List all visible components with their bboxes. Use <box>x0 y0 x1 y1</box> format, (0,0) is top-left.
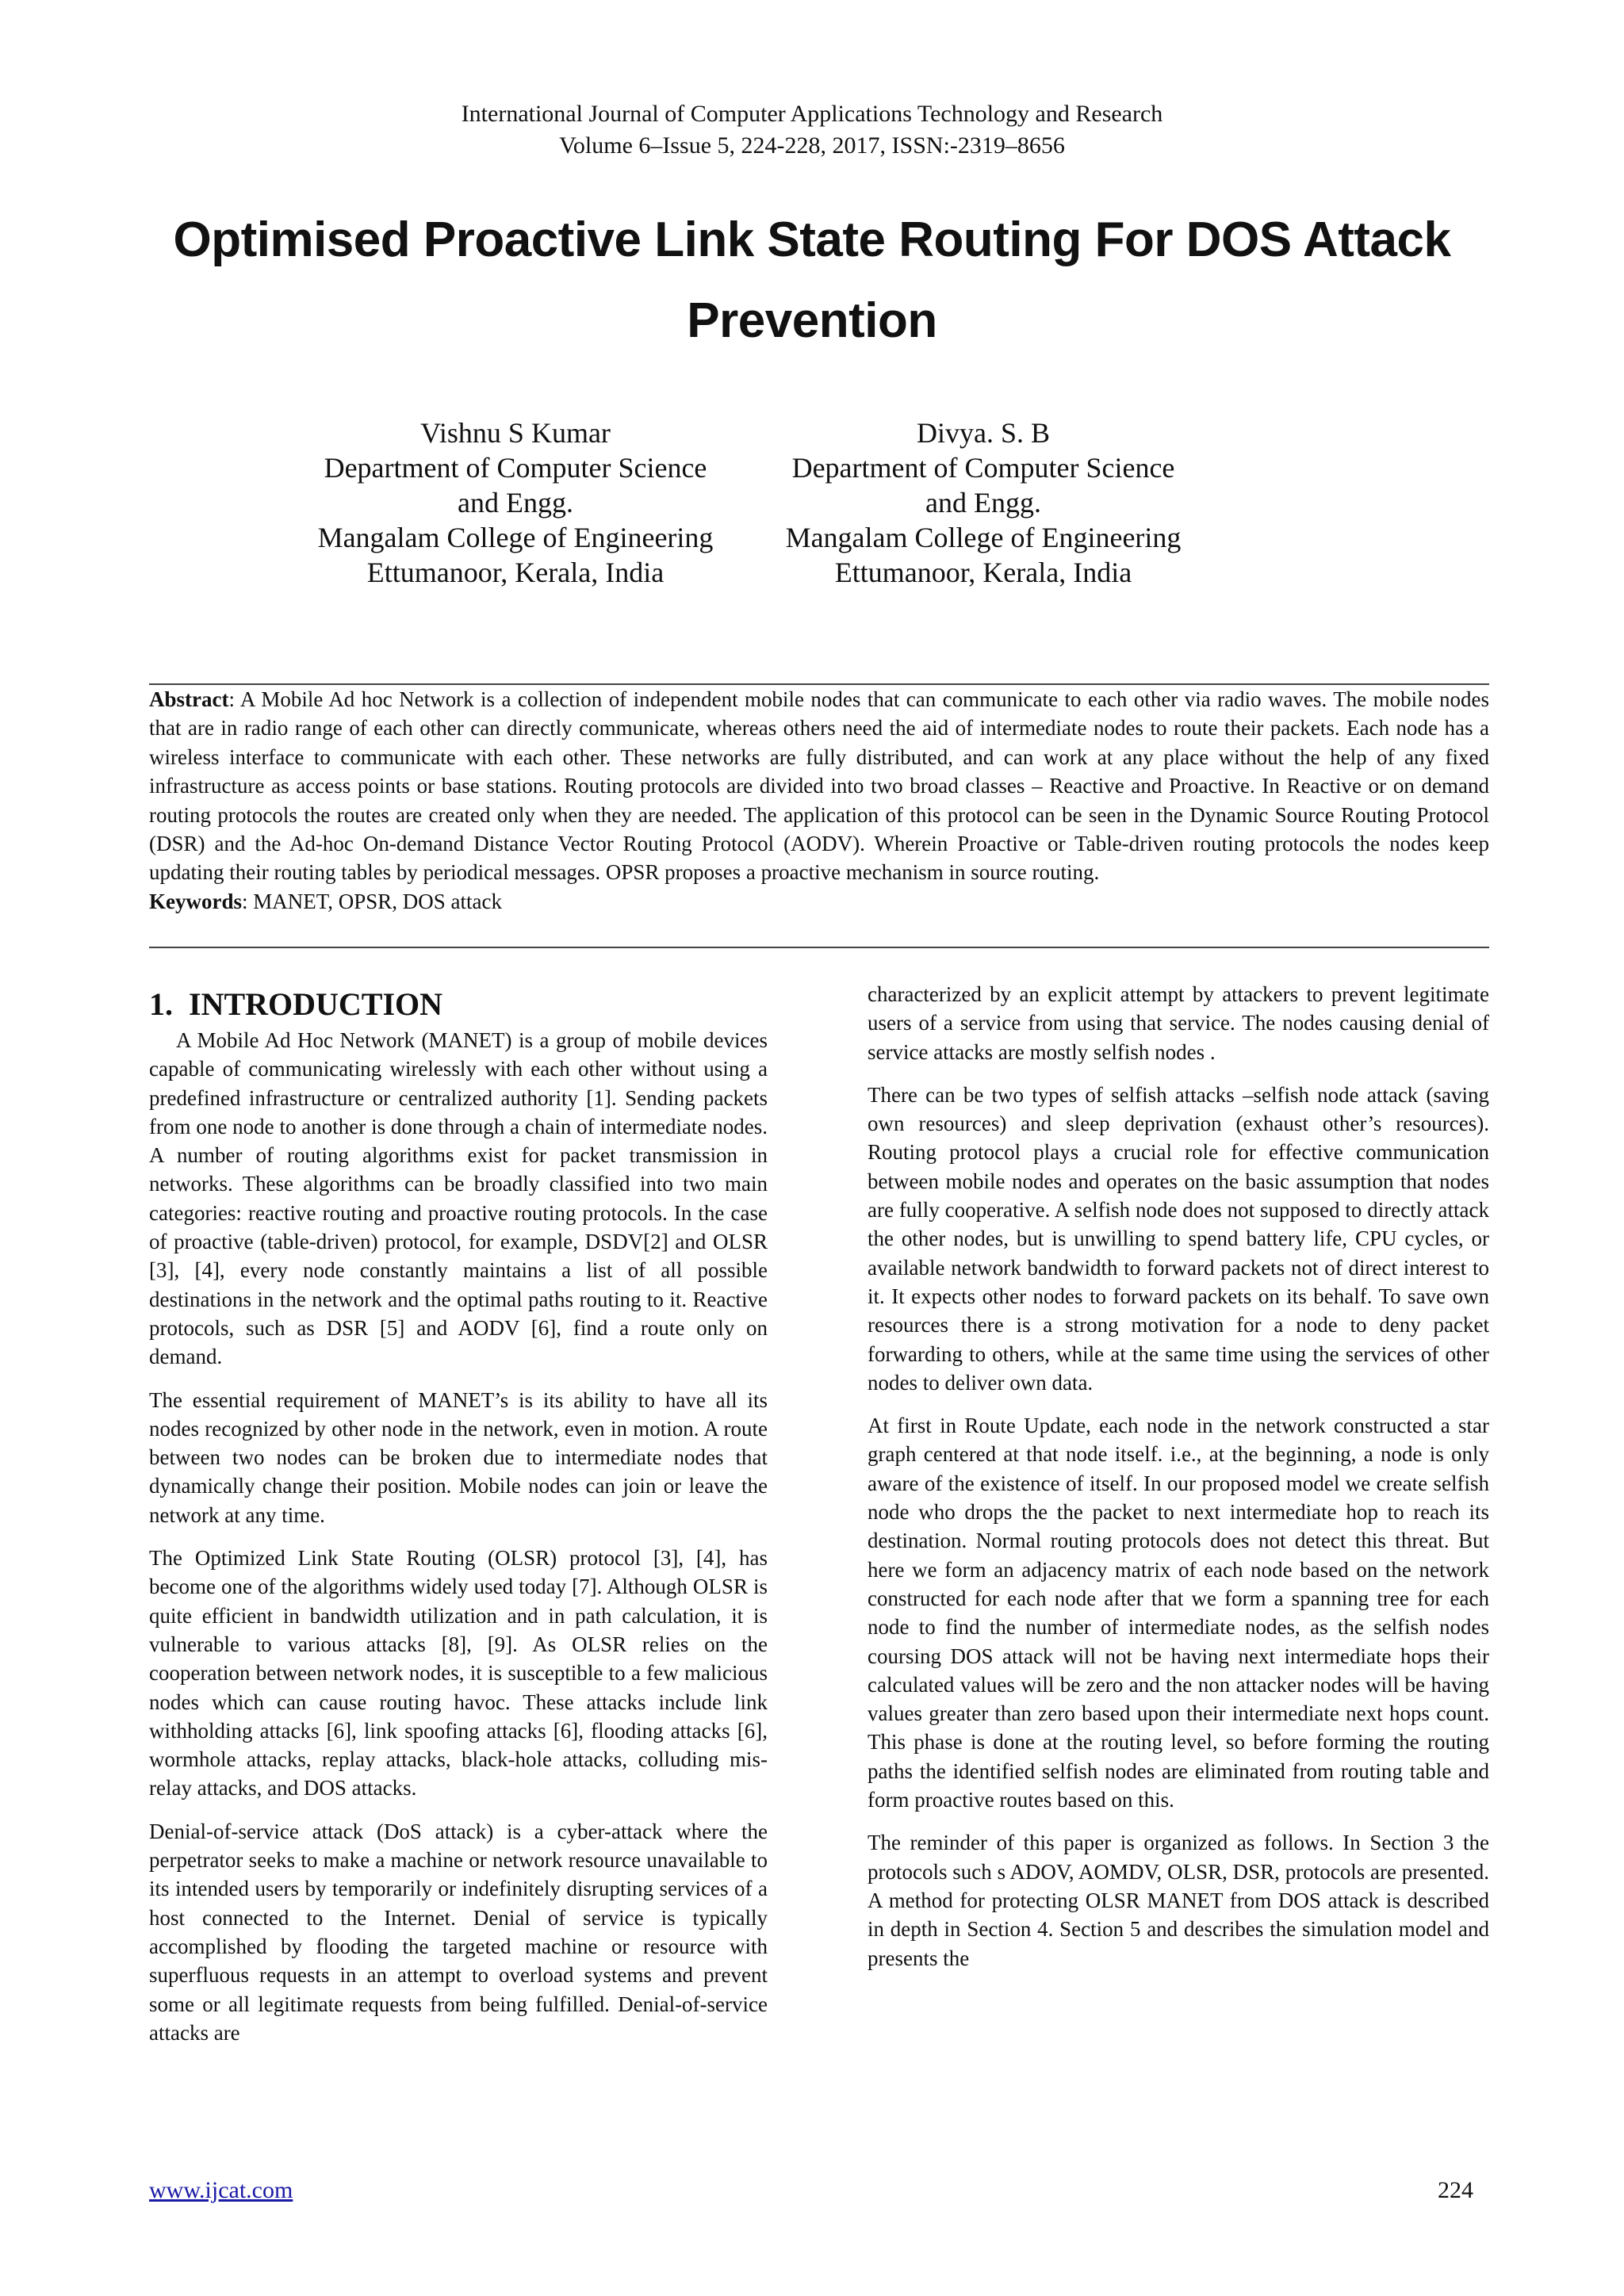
journal-volume: Volume 6–Issue 5, 224-228, 2017, ISSN:-2319–8656 <box>559 132 1065 159</box>
section-title: INTRODUCTION <box>189 986 443 1022</box>
paper-title: Optimised Proactive Link State Routing For DOS Attack Prevention <box>173 212 1451 348</box>
paragraph: At first in Route Update, each node in the network constructed a star graph centered at that node itself. i.e., at the beginning, a node is only aware of the existence of itself. In our proposed model we create selfish node who drops the the packet to next intermediate hop to reach its destination. Normal routing protocols does not detect this threat. But here we form an adjacency matrix of each node based on the network constructed for each node after that we form a spanning tree for each node to find the number of intermediate nodes, as the selfish nodes coursing DOS attack will not be having next intermediate hops their calculated values will be zero and the non attacker nodes will be having values greater than zero based upon their intermediate next hops count. This phase is done at the routing level, so before forming the routing paths the identified selfish nodes are eliminated from routing table and form proactive routes based on this. <box>868 1414 1489 1812</box>
paragraph: characterized by an explicit attempt by attackers to prevent legitimate users of a service from using that service. The nodes causing denial of service attacks are mostly selfish nodes . <box>868 982 1489 1064</box>
author-college: Mangalam College of Engineering <box>785 522 1182 553</box>
abstract-block <box>149 685 1489 916</box>
author-block-2 <box>761 415 1205 590</box>
author-location: Ettumanoor, Kerala, India <box>834 557 1132 588</box>
author-department: Department of Computer Science <box>791 452 1175 484</box>
author-block-1 <box>293 415 737 590</box>
paragraph: Denial-of-service attack (DoS attack) is a cyber-attack where the perpetrator seeks to make a machine or network resource unavailable to its intended users by temporarily or indefinitely disrupting services of a host connected to the Internet. Denial of service is typically accomplished by flooding the targeted machine or resource with superfluous requests in an attempt to overload systems and prevent some or all legitimate requests from being fulfilled. Denial-of-service attacks are <box>149 1819 768 2045</box>
paragraph: The reminder of this paper is organized as follows. In Section 3 the protocols such s ADOV, AOMDV, OLSR, DSR, protocols are presented. A method for protecting OLSR MANET from DOS attack is described in depth in Section 4. Section 5 and describes the simulation model and presents the <box>868 1831 1489 1970</box>
abstract-bottom-rule <box>149 947 1489 948</box>
author-name: Divya. S. B <box>916 417 1050 449</box>
left-column <box>149 986 768 2047</box>
keywords-text: : MANET, OPSR, DOS attack <box>242 889 502 913</box>
journal-website-link[interactable]: www.ijcat.com <box>149 2177 293 2203</box>
author-department-cont: and Engg. <box>458 487 573 519</box>
section-number: 1. <box>149 986 173 1022</box>
paragraph: A Mobile Ad Hoc Network (MANET) is a group of mobile devices capable of communicating wirelessly with each other without using a predefined infrastructure or centralized authority [1]. Sending packets from one node to another is done through a chain of intermediate nodes. A number of routing algorithms exist for packet transmission in networks. These algorithms can be broadly classified into two main categories: reactive routing and proactive routing protocols. In the case of proactive (table-driven) protocol, for example, DSDV[2] and OLSR [3], [4], every node constantly maintains a list of all possible destinations in the network and the optimal paths routing to it. Reactive protocols, such as DSR [5] and AODV [6], find a route only on demand. <box>149 1028 768 1369</box>
author-name: Vishnu S Kumar <box>420 417 611 449</box>
page-number: 224 <box>1438 2177 1473 2203</box>
author-location: Ettumanoor, Kerala, India <box>366 557 665 588</box>
author-department: Department of Computer Science <box>324 452 707 484</box>
right-column <box>868 980 1489 1973</box>
abstract-text: : A Mobile Ad hoc Network is a collection of independent mobile nodes that can communicate to each other via radio waves. The mobile nodes that are in radio range of each other can directly communicate, whereas others need the aid of intermediate nodes to route their packets. Each node has a wireless interface to communicate with each other. These networks are fully distributed, and can work at any place without the help of any fixed infrastructure as access points or base stations. Routing protocols are divided into two broad classes – Reactive and Proactive. In Reactive or on demand routing protocols the routes are created only when they are needed. The application of this protocol can be seen in the Dynamic Source Routing Protocol (DSR) and the Ad-hoc On-demand Distance Vector Routing Protocol (AODV). Wherein Proactive or Table-driven routing protocols the nodes keep updating their routing tables by periodical messages. OPSR proposes a proactive mechanism in source routing. <box>149 687 1489 885</box>
author-college: Mangalam College of Engineering <box>317 522 714 553</box>
section-heading <box>149 986 768 1023</box>
paragraph: The essential requirement of MANET’s is its ability to have all its nodes recognized by other node in the network, even in motion. A route between two nodes can be broken due to intermediate nodes that dynamically change their position. Mobile nodes can join or leave the network at any time. <box>149 1387 768 1527</box>
keywords-label: Keywords <box>149 889 242 913</box>
paragraph: There can be two types of selfish attacks –selfish node attack (saving own resources) and sleep deprivation (exhaust other’s resources). Routing protocol plays a crucial role for effective communication between mobile nodes and operates on the basic assumption that nodes are fully cooperative. A selfish node does not supposed to directly attack the other nodes, but is unwilling to spend battery life, CPU cycles, or available network bandwidth to forward packets not of direct interest to it. It expects other nodes to forward packets on its behalf. To save own resources there is a strong motivation for a node to deny packet forwarding to others, while at the same time using the services of other nodes to deliver own data. <box>868 1082 1489 1395</box>
paragraph: The Optimized Link State Routing (OLSR) protocol [3], [4], has become one of the algorithms widely used today [7]. Although OLSR is quite efficient in bandwidth utilization and in path calculation, it is vulnerable to various attacks [8], [9]. As OLSR relies on the cooperation between network nodes, it is susceptible to a few malicious nodes which can cause routing havoc. These attacks include link withholding attacks [6], link spoofing attacks [6], flooding attacks [6], wormhole attacks, replay attacks, black-hole attacks, colluding mis-relay attacks, and DOS attacks. <box>149 1546 768 1800</box>
abstract-label: Abstract <box>149 687 229 711</box>
journal-header <box>0 98 1624 162</box>
journal-name: International Journal of Computer Applications Technology and Research <box>461 101 1163 127</box>
author-department-cont: and Engg. <box>925 487 1041 519</box>
